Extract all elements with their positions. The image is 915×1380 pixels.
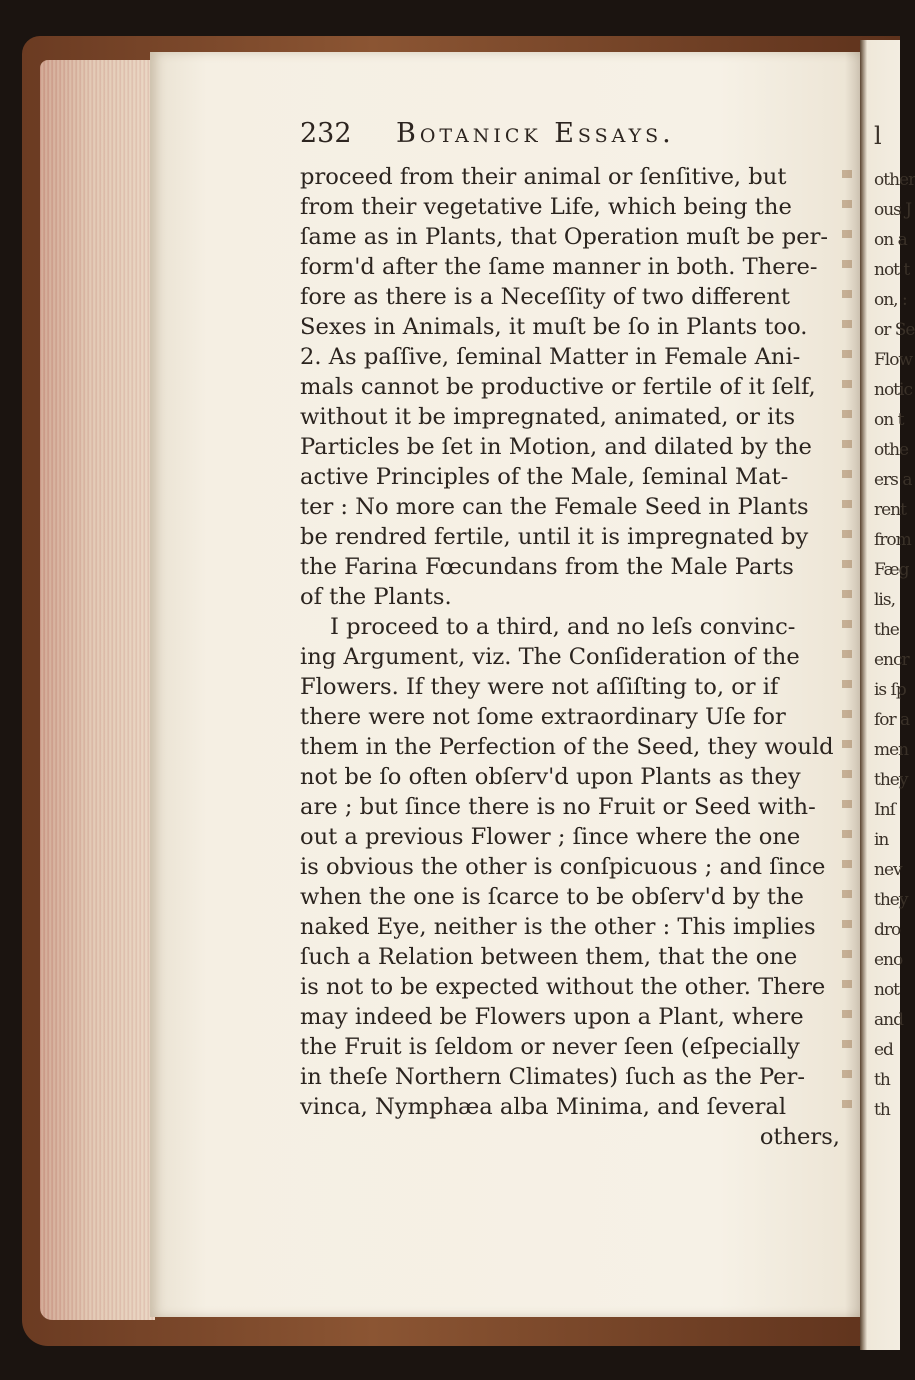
text-line: out a previous Flower ; ſince where the one xyxy=(300,824,801,850)
facing-page-fragment: othe xyxy=(874,440,909,460)
facing-page-fragment: and xyxy=(874,1010,903,1030)
facing-page-fragment: ed xyxy=(874,1040,893,1060)
facing-page-fragment: Inſ xyxy=(874,800,895,820)
text-line: them in the Perfection of the Seed, they would xyxy=(300,734,834,760)
facing-page-fragment: rent xyxy=(874,500,906,520)
text-line: are ; but ſince there is no Fruit or Seed with- xyxy=(300,794,816,820)
facing-page-fragment: not t xyxy=(874,260,910,280)
facing-page-fragment: they xyxy=(874,890,908,910)
facing-page-fragment: Flow xyxy=(874,350,913,370)
facing-page-fragment: l xyxy=(874,122,881,150)
body-text xyxy=(300,162,840,1152)
facing-page-fragment: th xyxy=(874,1100,890,1120)
facing-page-fragment: is ſp xyxy=(874,680,906,700)
text-line: naked Eye, neither is the other : This implies xyxy=(300,914,816,940)
facing-page-fragment: ous J xyxy=(874,200,912,220)
facing-page xyxy=(860,40,915,1350)
text-line: I proceed to a third, and no leſs convinc- xyxy=(330,614,796,640)
text-line: Particles be ſet in Motion, and dilated by the xyxy=(300,434,812,460)
text-line: of the Plants. xyxy=(300,584,452,610)
facing-page-fragment: th xyxy=(874,1070,890,1090)
facing-page-fragment: notic xyxy=(874,380,912,400)
text-line: be rendred fertile, until it is impregnated by xyxy=(300,524,809,550)
page-edges xyxy=(40,60,155,1320)
text-line: in theſe Northern Climates) ſuch as the Per- xyxy=(300,1064,805,1090)
facing-page-fragment: ers a xyxy=(874,470,912,490)
facing-page-fragment: nev xyxy=(874,860,902,880)
facing-page-fragment: encr xyxy=(874,650,909,670)
facing-page-fragment: Fæg xyxy=(874,560,909,580)
facing-page-fragment: from xyxy=(874,530,911,550)
running-title: Botanick Essays. xyxy=(396,118,675,149)
facing-page-fragment: they xyxy=(874,770,908,790)
facing-page-fragment: men xyxy=(874,740,909,760)
facing-page-fragment: on a xyxy=(874,230,907,250)
facing-page-fragment: lis, xyxy=(874,590,896,610)
page-number: 232 xyxy=(300,118,352,149)
text-line: ing Argument, viz. The Conſideration of the xyxy=(300,644,800,670)
text-line: vinca, Nymphæa alba Minima, and ſeveral xyxy=(300,1094,787,1120)
facing-page-fragment: not xyxy=(874,980,900,1000)
facing-page-fragment: the xyxy=(874,620,899,640)
text-line: not be ſo often obſerv'd upon Plants as they xyxy=(300,764,801,790)
text-line: ſuch a Relation between them, that the one xyxy=(300,944,798,970)
facing-page-fragment: eno xyxy=(874,950,903,970)
facing-page-fragment: on t xyxy=(874,410,904,430)
text-line: may indeed be Flowers upon a Plant, where xyxy=(300,1004,804,1030)
text-line: from their vegetative Life, which being the xyxy=(300,194,792,220)
page-header xyxy=(300,118,840,158)
text-line: is not to be expected without the other. There xyxy=(300,974,826,1000)
facing-page-fragment: in xyxy=(874,830,889,850)
text-line: active Principles of the Male, ſeminal Mat- xyxy=(300,464,789,490)
text-line: Sexes in Animals, it muſt be ſo in Plants too. xyxy=(300,314,808,340)
text-line: mals cannot be productive or fertile of it ſelf, xyxy=(300,374,816,400)
text-line: when the one is ſcarce to be obſerv'd by the xyxy=(300,884,804,910)
text-line: without it be impregnated, animated, or its xyxy=(300,404,796,430)
facing-page-fragment: dro xyxy=(874,920,901,940)
facing-page-fragment: for a xyxy=(874,710,910,730)
text-line: the Fruit is ſeldom or never ſeen (eſpecially xyxy=(300,1034,800,1060)
text-line: proceed from their animal or ſenſitive, but xyxy=(300,164,787,190)
gutter-marks xyxy=(842,170,852,1130)
text-line: form'd after the ſame manner in both. There- xyxy=(300,254,818,280)
text-line: ter : No more can the Female Seed in Plants xyxy=(300,494,809,520)
facing-page-fragment: on, : xyxy=(874,290,907,310)
text-line: there were not ſome extraordinary Uſe for xyxy=(300,704,786,730)
text-line: ſame as in Plants, that Operation muſt be per- xyxy=(300,224,829,250)
text-line: fore as there is a Neceſſity of two different xyxy=(300,284,790,310)
facing-page-fragment: or Se xyxy=(874,320,915,340)
text-line: others, xyxy=(759,1124,840,1150)
text-line: 2. As paſſive, ſeminal Matter in Female Ani- xyxy=(300,344,801,370)
text-line: Flowers. If they were not aſſiſting to, or if xyxy=(300,674,779,700)
text-line: the Farina Fœcundans from the Male Parts xyxy=(300,554,794,580)
text-line: is obvious the other is conſpicuous ; and ſince xyxy=(300,854,826,880)
facing-page-fragment: other xyxy=(874,170,915,190)
